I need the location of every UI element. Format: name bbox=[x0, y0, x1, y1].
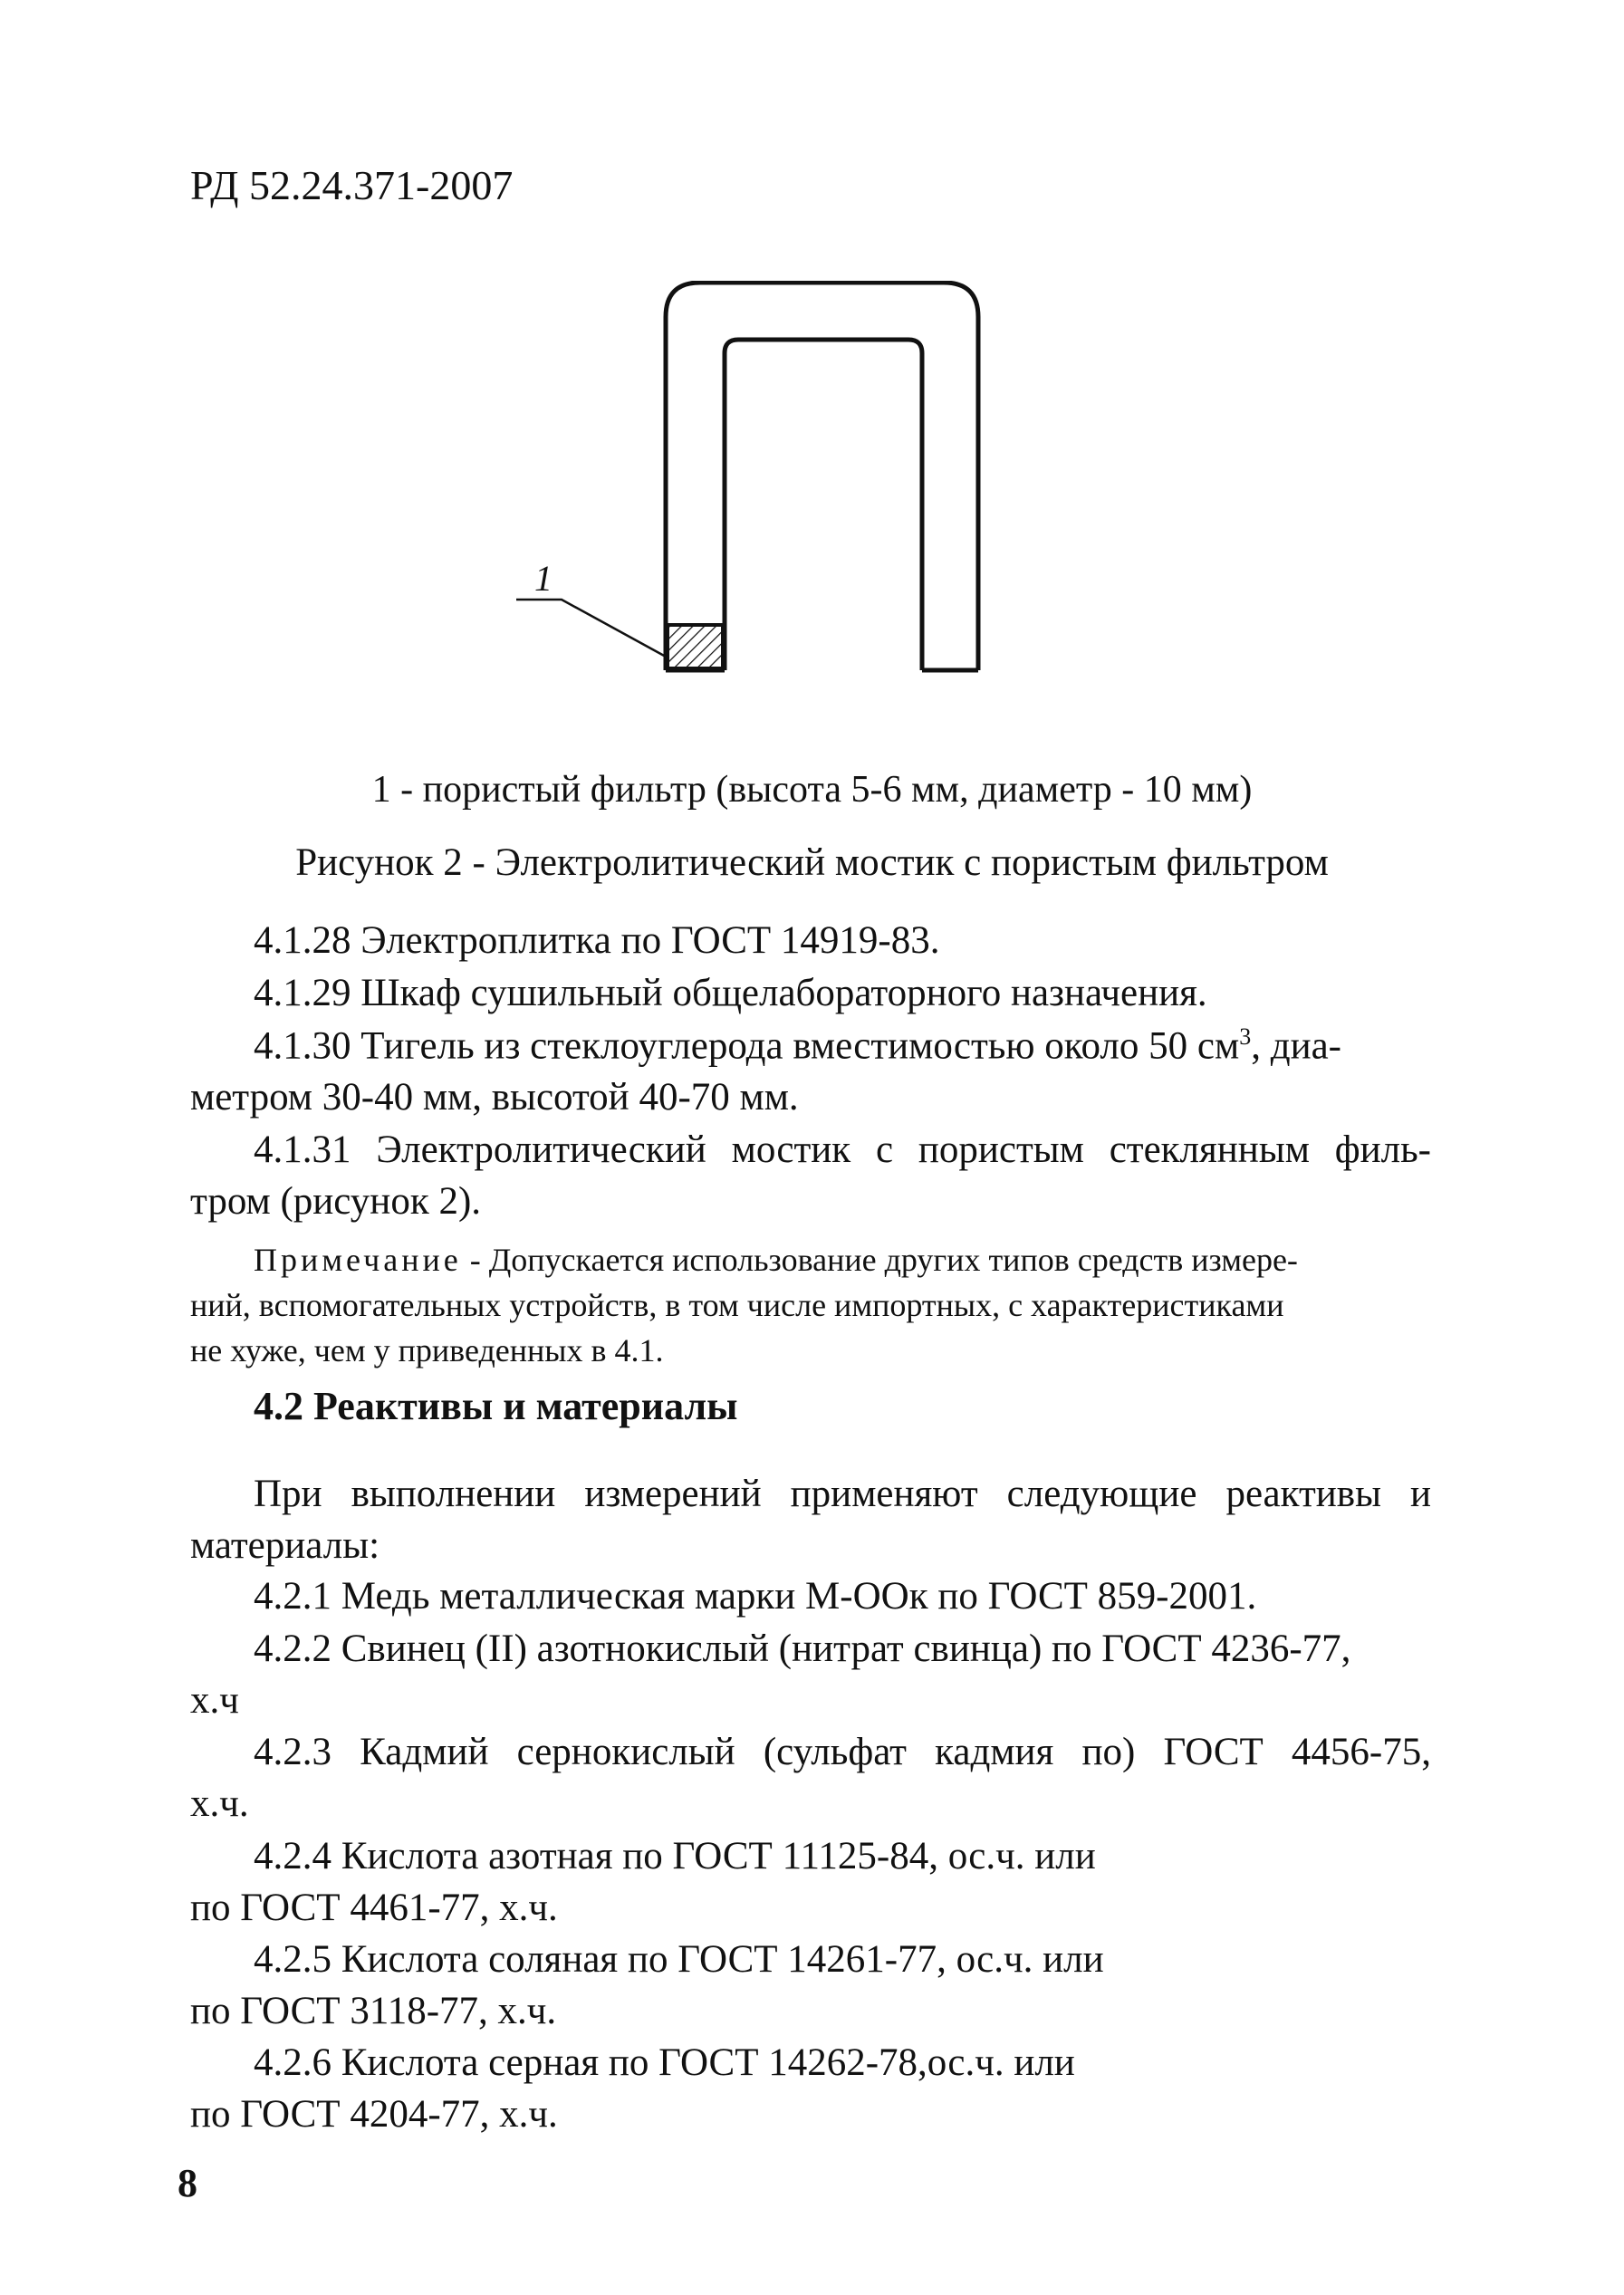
reagent-4-2-3-line1: 4.2.3 Кадмий сернокислый (сульфат кадмия по) ГОСТ 4456-75, bbox=[254, 1731, 1431, 1773]
reagents-intro-line1: При выполнении измерений применяют следующие реактивы и bbox=[254, 1473, 1431, 1515]
section-heading: 4.2 Реактивы и материалы bbox=[254, 1384, 738, 1428]
reagent-4-2-1: 4.2.1 Медь металлическая марки М-ООк по ГОСТ 859-2001. bbox=[254, 1575, 1257, 1618]
note-line3: не хуже, чем у приведенных в 4.1. bbox=[190, 1332, 664, 1368]
reagents-intro-line2: материалы: bbox=[190, 1524, 380, 1567]
electrolytic-bridge-figure bbox=[507, 281, 1014, 706]
reagent-4-2-6-line1: 4.2.6 Кислота серная по ГОСТ 14262-78,ос.ч. или bbox=[254, 2041, 1075, 2084]
callout-number: 1 bbox=[534, 558, 553, 599]
callout-leader-line bbox=[516, 600, 666, 657]
note-label: Примечание bbox=[254, 1242, 462, 1278]
reagent-4-2-2-line1: 4.2.2 Свинец (II) азотнокислый (нитрат свинца) по ГОСТ 4236-77, bbox=[254, 1628, 1351, 1670]
page-number: 8 bbox=[178, 2161, 197, 2205]
item-4-1-31-line1: 4.1.31 Электролитический мостик с пористым стеклянным филь- bbox=[254, 1128, 1431, 1171]
reagent-4-2-4-line1: 4.2.4 Кислота азотная по ГОСТ 11125-84, ос.ч. или bbox=[254, 1835, 1096, 1877]
item-4-1-30-tail: , диа- bbox=[1251, 1024, 1341, 1068]
bridge-tube-inner bbox=[725, 340, 922, 670]
reagent-4-2-4-line2: по ГОСТ 4461-77, х.ч. bbox=[190, 1887, 558, 1929]
note-line2: ний, вспомогательных устройств, в том числе импортных, с характеристиками bbox=[190, 1287, 1284, 1323]
item-4-1-31-line2: тром (рисунок 2). bbox=[190, 1180, 482, 1223]
reagent-4-2-5-line1: 4.2.5 Кислота соляная по ГОСТ 14261-77, ос.ч. или bbox=[254, 1938, 1104, 1981]
figure-caption: Рисунок 2 - Электролитический мостик с пористым фильтром bbox=[295, 841, 1329, 884]
document-code: РД 52.24.371-2007 bbox=[190, 162, 514, 208]
reagent-4-2-6-line2: по ГОСТ 4204-77, х.ч. bbox=[190, 2093, 558, 2136]
item-4-1-29: 4.1.29 Шкаф сушильный общелабораторного назначения. bbox=[254, 972, 1207, 1014]
reagent-4-2-5-line2: по ГОСТ 3118-77, х.ч. bbox=[190, 1990, 557, 2032]
item-4-1-28: 4.1.28 Электроплитка по ГОСТ 14919-83. bbox=[254, 919, 940, 962]
note-text: - Допускается использование других типов средств измере- bbox=[461, 1242, 1298, 1278]
item-4-1-30-line1 bbox=[254, 1023, 1341, 1068]
reagent-4-2-2-line2: х.ч bbox=[190, 1679, 239, 1722]
note-line1 bbox=[254, 1241, 1298, 1279]
superscript-3: 3 bbox=[1239, 1023, 1252, 1050]
figure-legend: 1 - пористый фильтр (высота 5-6 мм, диаметр - 10 мм) bbox=[371, 769, 1253, 811]
porous-filter bbox=[668, 625, 723, 668]
item-4-1-30-text: 4.1.30 Тигель из стеклоуглерода вместимостью около 50 см bbox=[254, 1024, 1240, 1068]
reagent-4-2-3-line2: х.ч. bbox=[190, 1782, 249, 1825]
item-4-1-30-line2: метром 30-40 мм, высотой 40-70 мм. bbox=[190, 1076, 799, 1119]
